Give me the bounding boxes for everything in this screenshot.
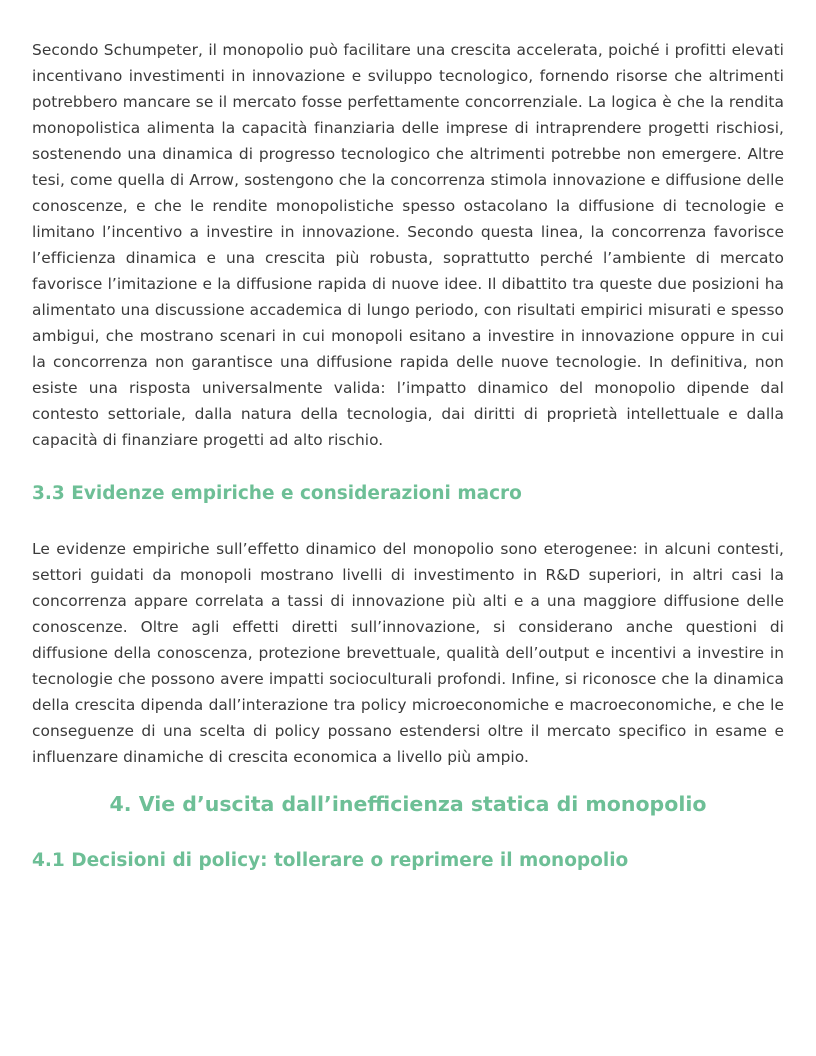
paragraph-empirical-evidence: Le evidenze empiriche sull’effetto dinamico del monopolio sono eterogenee: in alcuni contesti, settori guidati da monopoli mostrano livelli di investimento in R&D superiori, in altri casi la concorrenza appare correlata a tassi di innovazione più alti e a una maggiore diffusione delle conoscenze. Oltre agli effetti diretti sull’innovazione, si considerano anche questioni di diffusione della conoscenza, protezione brevettuale, qualità dell’output e incentivi a investire in tecnologie che possono avere impatti socioculturali profondi. Infine, si riconosce che la dinamica della crescita dipenda dall’interazione tra policy microeconomiche e macroeconomiche, e che le conseguenze di una scelta di policy possano estendersi oltre il mercato specifico in esame e influenzare dinamiche di crescita economica a livello più ampio. [32, 540, 784, 766]
document-page [32, 37, 784, 874]
chapter-heading-4: 4. Vie d’uscita dall’inefficienza statica di monopolio [109, 792, 707, 816]
paragraph-schumpeter-arrow: Secondo Schumpeter, il monopolio può facilitare una crescita accelerata, poiché i profitti elevati incentivano investimenti in innovazione e sviluppo tecnologico, fornendo risorse che altrimenti potrebbero mancare se il mercato fosse perfettamente concorrenziale. La logica è che la rendita monopolistica alimenta la capacità finanziaria delle imprese di intraprendere progetti rischiosi, sostenendo una dinamica di progresso tecnologico che altrimenti potrebbe non emergere. Altre tesi, come quella di Arrow, sostengono che la concorrenza stimola innovazione e diffusione delle conoscenze, e che le rendite monopolistiche spesso ostacolano la diffusione di tecnologie e limitano l’incentivo a investire in innovazione. Secondo questa linea, la concorrenza favorisce l’efficienza dinamica e una crescita più robusta, soprattutto perché l’ambiente di mercato favorisce l’imitazione e la diffusione rapida di nuove idee. Il dibattito tra queste due posizioni ha alimentato una discussione accademica di lungo periodo, con risultati empirici misurati e spesso ambigui, che mostrano scenari in cui monopoli esitano a investire in innovazione oppure in cui la concorrenza non garantisce una diffusione rapida delle nuove tecnologie. In definitiva, non esiste una risposta universalmente valida: l’impatto dinamico del monopolio dipende dal contesto settoriale, dalla natura della tecnologia, dai diritti di proprietà intellettuale e dalla capacità di finanziare progetti ad alto rischio. [32, 41, 784, 449]
section-heading-3-3: 3.3 Evidenze empiriche e considerazioni macro [32, 483, 522, 504]
section-heading-4-1: 4.1 Decisioni di policy: tollerare o reprimere il monopolio [32, 850, 629, 871]
